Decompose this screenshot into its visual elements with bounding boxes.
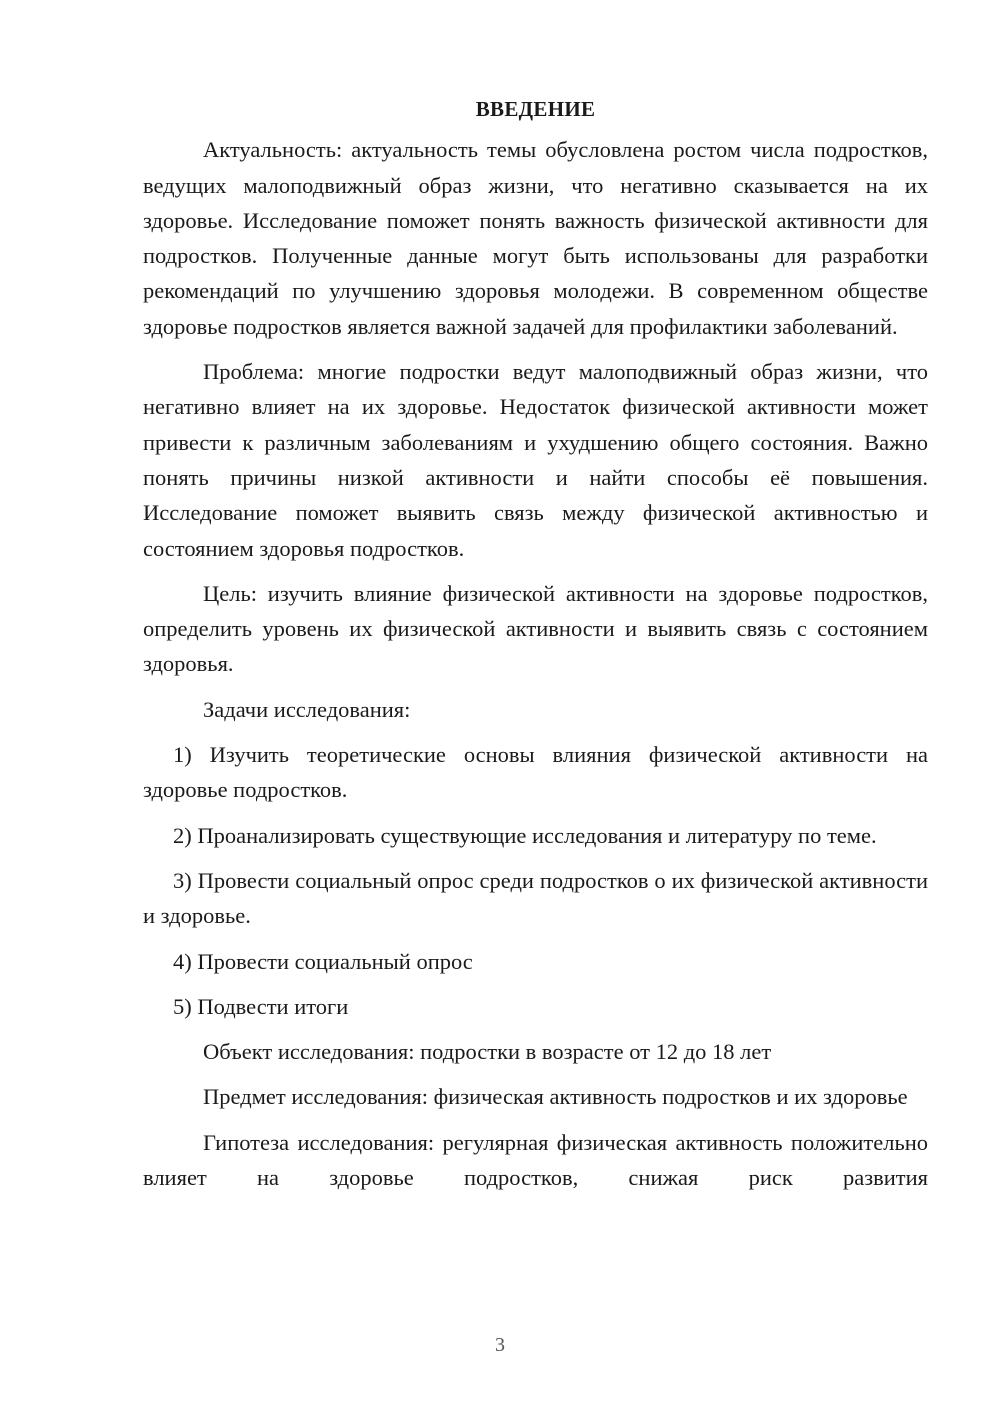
task-item-3: 3) Провести социальный опрос среди подростков о их физической активности и здоровье. xyxy=(143,867,928,929)
section-title: ВВЕДЕНИЕ xyxy=(475,97,596,121)
page-number: 3 xyxy=(495,1334,505,1356)
task-item-2: 2) Проанализировать существующие исследования и литературу по теме. xyxy=(173,822,877,848)
hypothesis-paragraph: Гипотеза исследования: регулярная физическая активность положительно влияет на здоровье подростков, снижая риск развития xyxy=(143,1129,928,1191)
subject-paragraph: Предмет исследования: физическая активность подростков и их здоровье xyxy=(203,1084,908,1110)
goal-paragraph: Цель: изучить влияние физической активности на здоровье подростков, определить уровень их физической активности и выявить связь с состоянием здоровья. xyxy=(143,580,928,677)
relevance-paragraph: Актуальность: актуальность темы обусловлена ростом числа подростков, ведущих малоподвижный образ жизни, что негативно сказывается на их здоровье. Исследование поможет понять важность физической активности для подростков. Полученные данные могут быть использованы для разработки рекомендаций по улучшению здоровья молодежи. В современном обществе здоровье подростков является важной задачей для профилактики заболеваний. xyxy=(143,137,928,339)
task-item-5: 5) Подвести итоги xyxy=(173,993,349,1019)
task-item-4: 4) Провести социальный опрос xyxy=(173,948,473,974)
problem-paragraph: Проблема: многие подростки ведут малоподвижный образ жизни, что негативно влияет на их здоровье. Недостаток физической активности может привести к различным заболеваниям и ухудшению общего состояния. Важно понять причины низкой активности и найти способы её повышения. Исследование поможет выявить связь между физической активностью и состоянием здоровья подростков. xyxy=(143,359,928,561)
document-page xyxy=(143,92,928,1205)
object-paragraph: Объект исследования: подростки в возрасте от 12 до 18 лет xyxy=(203,1039,772,1065)
task-item-1: 1) Изучить теоретические основы влияния физической активности на здоровье подростков. xyxy=(143,742,928,803)
tasks-heading: Задачи исследования: xyxy=(203,696,411,722)
